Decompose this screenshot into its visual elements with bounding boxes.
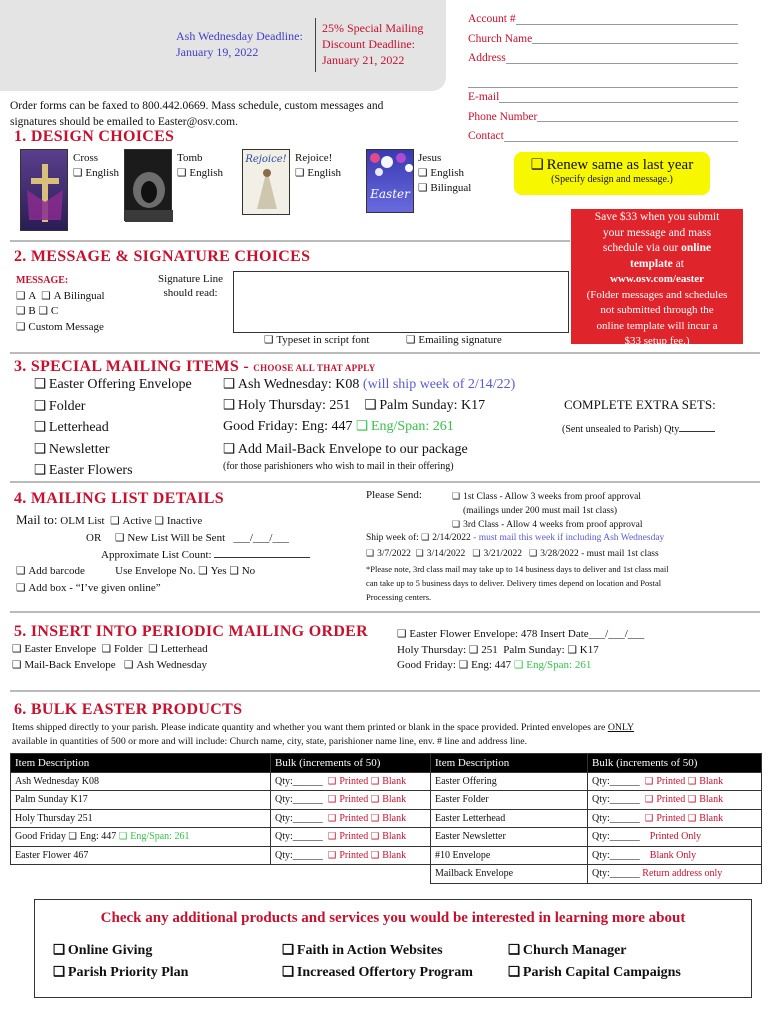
printed-checkbox[interactable]: ❑ Printed [645, 776, 685, 787]
no-checkbox[interactable]: ❑ No [229, 565, 255, 577]
bulk-table [10, 753, 762, 884]
rejoice-art-text: Rejoice! [245, 154, 287, 165]
special-left-col [34, 374, 192, 482]
figure-icon [243, 165, 291, 213]
periodic-folder-checkbox[interactable]: ❑ Folder [102, 643, 143, 655]
qty-field[interactable]: Qty:______ [275, 775, 323, 787]
jesus-art-text: Easter [370, 187, 410, 201]
account-field[interactable]: Account # [468, 10, 738, 30]
bulk-title: 6. BULK EASTER PRODUCTS [14, 701, 243, 718]
signature-label: Signature Line should read: [158, 273, 224, 299]
bulk-intro: Items shipped directly to your parish. Please indicate quantity and whether you want them printed or blank in the space provided. Printed envelopes are ONLY available in quantities of 500 or more and will include: Church name, city, state, parishioner name line, env. # line and address line. [12, 722, 635, 747]
jesus-thumbnail[interactable] [366, 149, 414, 213]
qty-field[interactable]: Qty:______ [592, 849, 640, 861]
table-row: Holy Thursday 251 Qty:______ ❑ Printed ❑ Blank Easter Letterhead Qty:______ ❑ Printed ❑ Blank [11, 809, 762, 828]
periodic-ht-checkbox[interactable]: ❑ 251 [469, 644, 498, 656]
holy-thursday-checkbox[interactable]: ❑ Holy Thursday: 251 [223, 398, 350, 413]
qty-field[interactable]: Qty:______ [592, 812, 640, 824]
gf-eng-checkbox[interactable]: ❑ Eng: 447 [68, 831, 116, 842]
jesus-english-checkbox[interactable]: ❑ English [418, 166, 471, 181]
extra-qty[interactable]: (Sent unsealed to Parish) Qty [562, 424, 715, 435]
priority-plan-checkbox[interactable]: ❑ Parish Priority Plan [53, 962, 188, 984]
periodic-ash-checkbox[interactable]: ❑ Ash Wednesday [124, 659, 207, 671]
mailing-details: Mail to: OLM List ❑ Active ❑ Inactive OR ❑ New List Will be Sent ___/___/___ Approximate List Count: ❑ Add barcode Use Envelope No. ❑ Yes ❑ No ❑ Add box - “I’ve given online” [16, 512, 310, 597]
address-line-2[interactable] [468, 69, 738, 89]
periodic-ps-checkbox[interactable]: ❑ K17 [567, 644, 598, 656]
flower-env-checkbox[interactable]: ❑ Easter Flower Envelope: 478 Insert Date___/___/___ [397, 627, 644, 643]
message-c-checkbox[interactable]: ❑ C [38, 305, 58, 317]
cross-thumbnail[interactable] [20, 149, 68, 231]
fax-note: Order forms can be faxed to 800.442.0669. Mass schedule, custom messages and signatures should be emailed to Easter@osv.com. [10, 100, 384, 128]
newsletter-checkbox[interactable]: ❑ Newsletter [34, 439, 192, 461]
rejoice-thumbnail[interactable] [242, 149, 290, 215]
blank-checkbox[interactable]: ❑ Blank [688, 813, 723, 824]
phone-field[interactable]: Phone Number [468, 108, 738, 128]
inactive-checkbox[interactable]: ❑ Inactive [155, 515, 203, 527]
yes-checkbox[interactable]: ❑ Yes [198, 565, 226, 577]
message-a-checkbox[interactable]: ❑ A [16, 290, 36, 302]
add-box-checkbox[interactable]: ❑ Add box - “I’ve given online” [16, 580, 310, 597]
message-options: MESSAGE: ❑ A ❑ A Bilingual ❑ B ❑ C ❑ Custom Message [16, 273, 105, 335]
qty-field[interactable]: Qty:______ [592, 775, 640, 787]
table-row: Ash Wednesday K08 Qty:______ ❑ Printed ❑ Blank Easter Offering Qty:______ ❑ Printed ❑ Blank [11, 772, 762, 791]
periodic-mailback-checkbox[interactable]: ❑ Mail-Back Envelope [12, 659, 116, 671]
cross-icon [21, 150, 69, 232]
blank-checkbox[interactable]: ❑ Blank [371, 831, 406, 842]
flowers-checkbox[interactable]: ❑ Easter Flowers [34, 460, 192, 482]
active-checkbox[interactable]: ❑ Active [110, 515, 152, 527]
qty-field[interactable]: Qty:______ [275, 849, 323, 861]
ship-weeks: Ship week of: ❑ 2/14/2022 - must mail this week if including Ash Wednesday ❑ 3/7/2022 ❑ 3/14/2022 ❑ 3/21/2022 ❑ 3/28/2022 - must mail 1st class *Please note, 3rd class mail may take up to 14 business days to deliver and 1st class mail can take up to 5 business days to deliver. Delivery times depend on location and Postal Processing centers. [366, 530, 669, 604]
ship-1-checkbox[interactable]: ❑ 2/14/2022 [421, 533, 471, 543]
tomb-thumbnail[interactable] [124, 149, 172, 221]
email-field[interactable]: E-mail [468, 88, 738, 108]
message-custom-checkbox[interactable]: ❑ Custom Message [16, 320, 105, 336]
tomb-english-checkbox[interactable]: ❑ English [177, 166, 223, 181]
special-mid-col: ❑ Ash Wednesday: K08 (will ship week of 2/14/22) ❑ Holy Thursday: 251 ❑ Palm Sunday: K17 Good Friday: Eng: 447 ❑ Eng/Span: 261 ❑ Add Mail-Back Envelope to our package (for those parishioners who wish to mail in their offering) [223, 374, 515, 474]
jesus-bilingual-checkbox[interactable]: ❑ Bilingual [418, 181, 471, 196]
divider-4 [10, 611, 760, 613]
promo-link[interactable]: www.osv.com/easter [609, 273, 705, 285]
cross-english-checkbox[interactable]: ❑ English [73, 166, 119, 181]
cross-labels: Cross ❑ English [73, 151, 119, 181]
special-title: 3. SPECIAL MAILING ITEMS - CHOOSE ALL THAT APPLY [14, 358, 376, 375]
special-deadline: 25% Special Mailing Discount Deadline: January 21, 2022 [322, 21, 424, 67]
printed-checkbox[interactable]: ❑ Printed [328, 850, 368, 861]
extra-sets: COMPLETE EXTRA SETS: [564, 397, 716, 412]
renew-checkbox[interactable]: ❑ Renew same as last year [514, 157, 710, 174]
divider-3 [10, 481, 760, 483]
printed-checkbox[interactable]: ❑ Printed [645, 794, 685, 805]
periodic-gf-eng-checkbox[interactable]: ❑ Eng: 447 [459, 659, 511, 671]
ship-4-checkbox[interactable]: ❑ 3/21/2022 [472, 549, 522, 559]
renew-sub: (Specify design and message.) [551, 174, 673, 185]
periodic-left [12, 642, 208, 673]
jesus-labels: Jesus ❑ English ❑ Bilingual [418, 151, 471, 196]
qty-field[interactable]: Qty:______ [592, 794, 640, 806]
folder-checkbox[interactable]: ❑ Folder [34, 396, 192, 418]
typeset-checkbox[interactable]: ❑ Typeset in script font [264, 334, 369, 346]
church-field[interactable]: Church Name [468, 30, 738, 50]
divider-2 [10, 352, 760, 354]
qty-field[interactable]: Qty:______ [275, 794, 323, 806]
ship-2-checkbox[interactable]: ❑ 3/7/2022 [366, 549, 411, 559]
blank-checkbox[interactable]: ❑ Blank [371, 794, 406, 805]
barcode-checkbox[interactable]: ❑ Add barcode [16, 565, 85, 577]
signature-input[interactable] [233, 271, 569, 333]
qty-field[interactable]: Qty:______ [592, 868, 640, 880]
account-block [468, 10, 738, 147]
printed-checkbox[interactable]: ❑ Printed [328, 776, 368, 787]
message-b-checkbox[interactable]: ❑ B [16, 305, 36, 317]
ship-5-checkbox[interactable]: ❑ 3/28/2022 [529, 549, 579, 559]
gf-span-checkbox[interactable]: ❑ Eng/Span: 261 [119, 831, 190, 842]
capital-checkbox[interactable]: ❑ Parish Capital Campaigns [508, 962, 681, 984]
contact-field[interactable]: Contact [468, 127, 738, 147]
ship-3-checkbox[interactable]: ❑ 3/14/2022 [416, 549, 466, 559]
table-row: Palm Sunday K17 Qty:______ ❑ Printed ❑ Blank Easter Folder Qty:______ ❑ Printed ❑ Blank [11, 791, 762, 810]
third-class-checkbox[interactable]: ❑ 3rd Class - Allow 4 weeks from proof approval [452, 518, 643, 533]
printed-checkbox[interactable]: ❑ Printed [328, 794, 368, 805]
offertory-checkbox[interactable]: ❑ Increased Offertory Program [282, 962, 473, 984]
services-box [34, 899, 752, 998]
promo-box: Save $33 when you submit your message and mass schedule via our online template at www.osv.com/easter (Folder messages and schedules not submitted through the online template will incur a $33 setup fee.) [571, 209, 743, 344]
blank-checkbox[interactable]: ❑ Blank [371, 850, 406, 861]
rejoice-english-checkbox[interactable]: ❑ English [295, 166, 341, 181]
class-options: ❑ 1st Class - Allow 3 weeks from proof approval (mailings under 200 must mail 1st class) ❑ 3rd Class - Allow 4 weeks from proof approval [452, 490, 643, 533]
qty-field[interactable]: Qty:______ [275, 812, 323, 824]
deadline-divider [315, 18, 316, 72]
ash-deadline: Ash Wednesday Deadline: January 19, 2022 [176, 29, 303, 59]
message-a-bilingual-checkbox[interactable]: ❑ A Bilingual [41, 290, 104, 302]
offering-checkbox[interactable]: ❑ Easter Offering Envelope [34, 374, 192, 396]
periodic-easter-env-checkbox[interactable]: ❑ Easter Envelope [12, 643, 96, 655]
rejoice-labels: Rejoice! ❑ English [295, 151, 341, 181]
online-giving-checkbox[interactable]: ❑ Online Giving [53, 940, 188, 962]
design-title: 1. DESIGN CHOICES [14, 128, 175, 145]
new-list-checkbox[interactable]: ❑ New List Will be Sent [115, 532, 225, 544]
periodic-gf-span-checkbox[interactable]: ❑ Eng/Span: 261 [514, 659, 591, 671]
flowers-icon [367, 150, 415, 184]
list-count-field[interactable] [214, 557, 310, 558]
bulk-header-row: Item Description Bulk (increments of 50) Item Description Bulk (increments of 50) [11, 754, 762, 773]
blank-checkbox[interactable]: ❑ Blank [371, 813, 406, 824]
ash-checkbox[interactable]: ❑ Ash Wednesday: K08 [223, 377, 359, 392]
tomb-icon [125, 150, 173, 222]
palm-sunday-checkbox[interactable]: ❑ Palm Sunday: K17 [364, 398, 485, 413]
table-row: Easter Flower 467 Qty:______ ❑ Printed ❑ Blank #10 Envelope Qty:______ Blank Only [11, 846, 762, 865]
blank-checkbox[interactable]: ❑ Blank [688, 776, 723, 787]
divider-5 [10, 690, 760, 692]
divider-1 [10, 240, 570, 242]
address-field[interactable]: Address [468, 49, 738, 69]
emailing-checkbox[interactable]: ❑ Emailing signature [406, 334, 502, 346]
services-title: Check any additional products and services you would be interested in learning more about [100, 910, 686, 926]
first-class-checkbox[interactable]: ❑ 1st Class - Allow 3 weeks from proof approval [452, 490, 643, 505]
span-261-checkbox[interactable]: ❑ Eng/Span: 261 [356, 419, 454, 434]
blank-checkbox[interactable]: ❑ Blank [688, 794, 723, 805]
printed-checkbox[interactable]: ❑ Printed [645, 813, 685, 824]
periodic-letterhead-checkbox[interactable]: ❑ Letterhead [148, 643, 207, 655]
mailback-checkbox[interactable]: ❑ Add Mail-Back Envelope to our package [223, 442, 468, 457]
mailing-title: 4. MAILING LIST DETAILS [14, 490, 224, 507]
blank-checkbox[interactable]: ❑ Blank [371, 776, 406, 787]
printed-checkbox[interactable]: ❑ Printed [328, 813, 368, 824]
church-manager-checkbox[interactable]: ❑ Church Manager [508, 940, 681, 962]
table-row: Mailback Envelope Qty:______ Return address only [11, 865, 762, 884]
table-row: Good Friday ❑ Eng: 447 ❑ Eng/Span: 261 Qty:______ ❑ Printed ❑ Blank Easter Newsletter Qty:______ Printed Only [11, 828, 762, 847]
letterhead-checkbox[interactable]: ❑ Letterhead [34, 417, 192, 439]
message-title: 2. MESSAGE & SIGNATURE CHOICES [14, 248, 311, 265]
please-send: Please Send: [366, 489, 422, 501]
qty-field[interactable]: Qty:______ [275, 831, 323, 843]
faith-action-checkbox[interactable]: ❑ Faith in Action Websites [282, 940, 473, 962]
tomb-labels: Tomb ❑ English [177, 151, 223, 181]
periodic-title: 5. INSERT INTO PERIODIC MAILING ORDER [14, 623, 369, 640]
qty-field[interactable]: Qty:______ [592, 831, 640, 843]
periodic-right: ❑ Easter Flower Envelope: 478 Insert Date___/___/___ Holy Thursday: ❑ 251 Palm Sunday: ❑ K17 Good Friday: ❑ Eng: 447 ❑ Eng/Span: 261 [397, 627, 644, 674]
renew-box[interactable] [514, 152, 710, 195]
printed-checkbox[interactable]: ❑ Printed [328, 831, 368, 842]
